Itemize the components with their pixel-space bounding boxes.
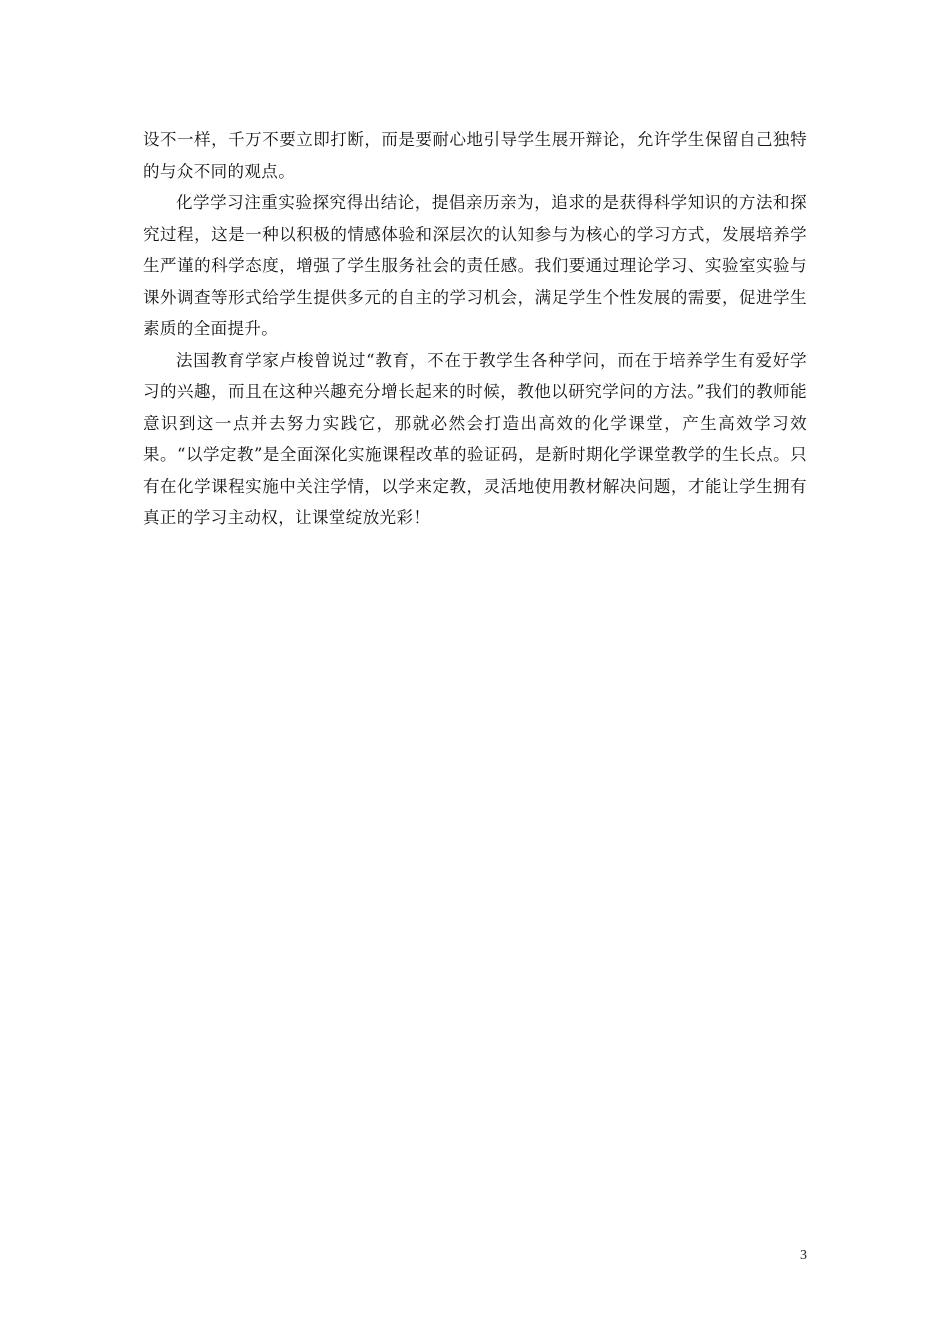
document-body [143, 124, 807, 534]
paragraph-experiment-inquiry: 化学学习注重实验探究得出结论，提倡亲历亲为，追求的是获得科学知识的方法和探究过程，这是一种以积极的情感体验和深层次的认知参与为核心的学习方式，发展培养学生严谨的科学态度，增强了学生服务社会的责任感。我们要通过理论学习、实验室实验与课外调查等形式给学生提供多元的自主的学习机会，满足学生个性发展的需要，促进学生素质的全面提升。 [143, 193, 807, 338]
paragraph-continuation: 设不一样，千万不要立即打断，而是要耐心地引导学生展开辩论，允许学生保留自己独特的与众不同的观点。 [143, 130, 807, 181]
page-number: 3 [800, 1248, 807, 1263]
paragraph-rousseau-quote: 法国教育学家卢梭曾说过“教育，不在于教学生各种学问，而在于培养学生有爱好学习的兴趣，而且在这种兴趣充分增长起来的时候，教他以研究学问的方法。”我们的教师能意识到这一点并去努力实践它，那就必然会打造出高效的化学课堂，产生高效学习效果。“以学定教”是全面深化实施课程改革的验证码，是新时期化学课堂教学的生长点。只有在化学课程实施中关注学情，以学来定教，灵活地使用教材解决问题，才能让学生拥有真正的学习主动权，让课堂绽放光彩！ [143, 350, 807, 527]
